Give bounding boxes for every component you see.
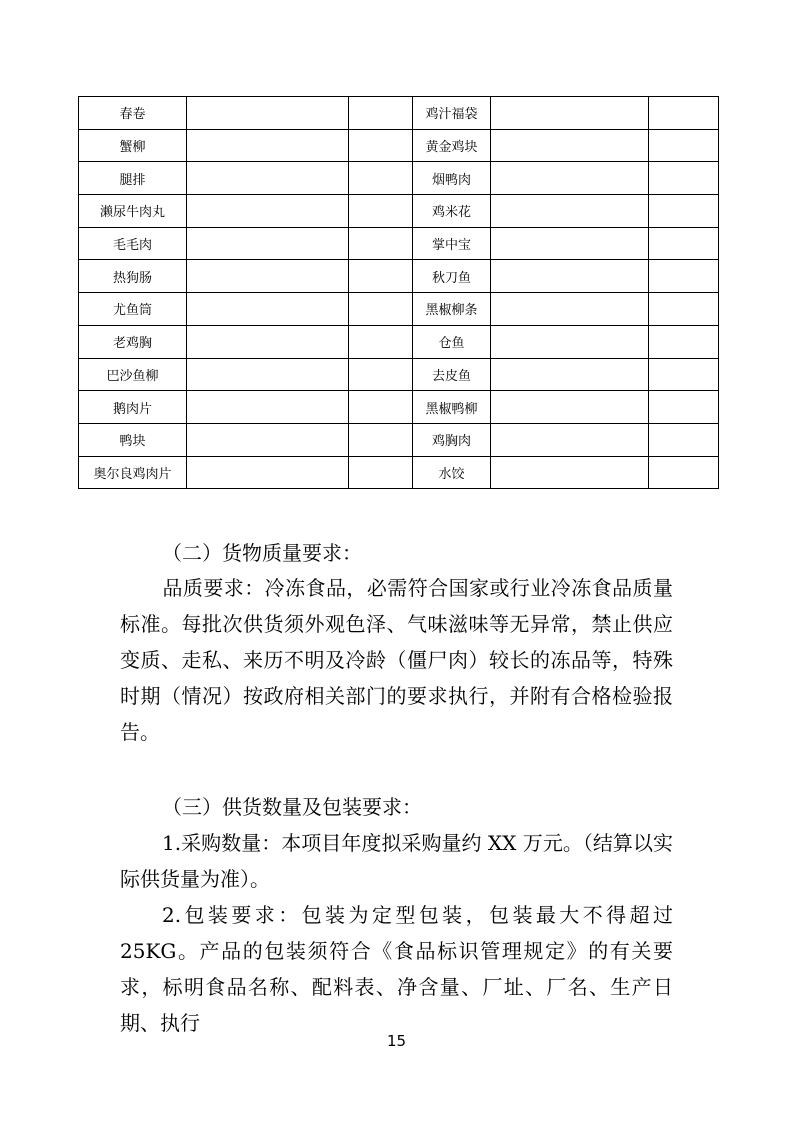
right-spec-cell: [491, 358, 649, 391]
section-2-heading: （二）货物质量要求：: [162, 541, 362, 565]
left-item-name: 蟹柳: [79, 129, 187, 162]
section-3-item-2-text: 2.包装要求：包装为定型包装，包装最大不得超过 25KG。产品的包装须符合《食品标识管理规定》的有关要求，标明食品名称、配料表、净含量、厂址、厂名、生产日期、执行: [120, 903, 673, 1035]
right-qty-cell: [649, 260, 719, 293]
left-spec-cell: [187, 456, 349, 489]
product-table: [78, 96, 719, 489]
left-item-name: 鸭块: [79, 423, 187, 456]
left-qty-cell: [349, 456, 413, 489]
section-2-body: [120, 570, 673, 750]
left-spec-cell: [187, 423, 349, 456]
right-item-name: 鸡米花: [413, 195, 491, 228]
right-qty-cell: [649, 456, 719, 489]
left-spec-cell: [187, 97, 349, 130]
right-qty-cell: [649, 129, 719, 162]
right-qty-cell: [649, 162, 719, 195]
right-item-name: 烟鸭肉: [413, 162, 491, 195]
left-spec-cell: [187, 162, 349, 195]
left-item-name: 腿排: [79, 162, 187, 195]
right-item-name: 仓鱼: [413, 325, 491, 358]
table-row: [79, 195, 719, 228]
table-row: [79, 162, 719, 195]
table-row: [79, 456, 719, 489]
left-item-name: 鹅肉片: [79, 391, 187, 424]
left-item-name: 毛毛肉: [79, 227, 187, 260]
table-row: [79, 129, 719, 162]
left-spec-cell: [187, 129, 349, 162]
right-item-name: 黑椒柳条: [413, 293, 491, 326]
table-row: [79, 358, 719, 391]
left-qty-cell: [349, 325, 413, 358]
left-qty-cell: [349, 227, 413, 260]
section-3-item-1-text: 1.采购数量：本项目年度拟采购量约 XX 万元。（结算以实际供货量为准）。: [120, 831, 673, 891]
left-qty-cell: [349, 195, 413, 228]
right-spec-cell: [491, 195, 649, 228]
left-qty-cell: [349, 97, 413, 130]
left-spec-cell: [187, 195, 349, 228]
right-item-name: 去皮鱼: [413, 358, 491, 391]
right-qty-cell: [649, 358, 719, 391]
right-spec-cell: [491, 293, 649, 326]
left-spec-cell: [187, 325, 349, 358]
right-item-name: 黄金鸡块: [413, 129, 491, 162]
section-3-item-2: [120, 897, 673, 1041]
right-item-name: 鸡胸肉: [413, 423, 491, 456]
right-qty-cell: [649, 423, 719, 456]
left-item-name: 春卷: [79, 97, 187, 130]
left-spec-cell: [187, 358, 349, 391]
page-number: 15: [386, 1032, 407, 1050]
left-item-name: 尤鱼筒: [79, 293, 187, 326]
left-spec-cell: [187, 227, 349, 260]
right-item-name: 黑椒鸭柳: [413, 391, 491, 424]
left-qty-cell: [349, 162, 413, 195]
right-qty-cell: [649, 227, 719, 260]
left-qty-cell: [349, 293, 413, 326]
right-item-name: 鸡汁福袋: [413, 97, 491, 130]
right-spec-cell: [491, 97, 649, 130]
section-3-item-1: [120, 825, 673, 897]
left-qty-cell: [349, 129, 413, 162]
right-item-name: 水饺: [413, 456, 491, 489]
right-qty-cell: [649, 293, 719, 326]
left-spec-cell: [187, 260, 349, 293]
right-spec-cell: [491, 325, 649, 358]
table-row: [79, 260, 719, 293]
left-item-name: 奥尔良鸡肉片: [79, 456, 187, 489]
left-qty-cell: [349, 423, 413, 456]
right-item-name: 秋刀鱼: [413, 260, 491, 293]
left-item-name: 濑尿牛肉丸: [79, 195, 187, 228]
right-spec-cell: [491, 227, 649, 260]
right-qty-cell: [649, 325, 719, 358]
table-row: [79, 227, 719, 260]
right-qty-cell: [649, 391, 719, 424]
section-3-heading: （三）供货数量及包装要求：: [162, 795, 422, 819]
left-item-name: 巴沙鱼柳: [79, 358, 187, 391]
right-item-name: 掌中宝: [413, 227, 491, 260]
section-2-body-text: 品质要求：冷冻食品，必需符合国家或行业冷冻食品质量标准。每批次供货须外观色泽、气味滋味等无异常，禁止供应变质、走私、来历不明及冷龄（僵尸肉）较长的冻品等，特殊时期（情况）按政府相关部门的要求执行，并附有合格检验报告。: [120, 576, 673, 744]
table-row: [79, 423, 719, 456]
right-spec-cell: [491, 260, 649, 293]
left-item-name: 老鸡胸: [79, 325, 187, 358]
left-qty-cell: [349, 358, 413, 391]
right-qty-cell: [649, 195, 719, 228]
left-qty-cell: [349, 260, 413, 293]
table-row: [79, 293, 719, 326]
right-spec-cell: [491, 162, 649, 195]
table-row: [79, 325, 719, 358]
left-spec-cell: [187, 293, 349, 326]
right-spec-cell: [491, 456, 649, 489]
right-spec-cell: [491, 423, 649, 456]
table-row: [79, 97, 719, 130]
left-qty-cell: [349, 391, 413, 424]
right-spec-cell: [491, 391, 649, 424]
left-spec-cell: [187, 391, 349, 424]
left-item-name: 热狗肠: [79, 260, 187, 293]
right-spec-cell: [491, 129, 649, 162]
product-table-body: [79, 97, 719, 489]
right-qty-cell: [649, 97, 719, 130]
table-row: [79, 391, 719, 424]
